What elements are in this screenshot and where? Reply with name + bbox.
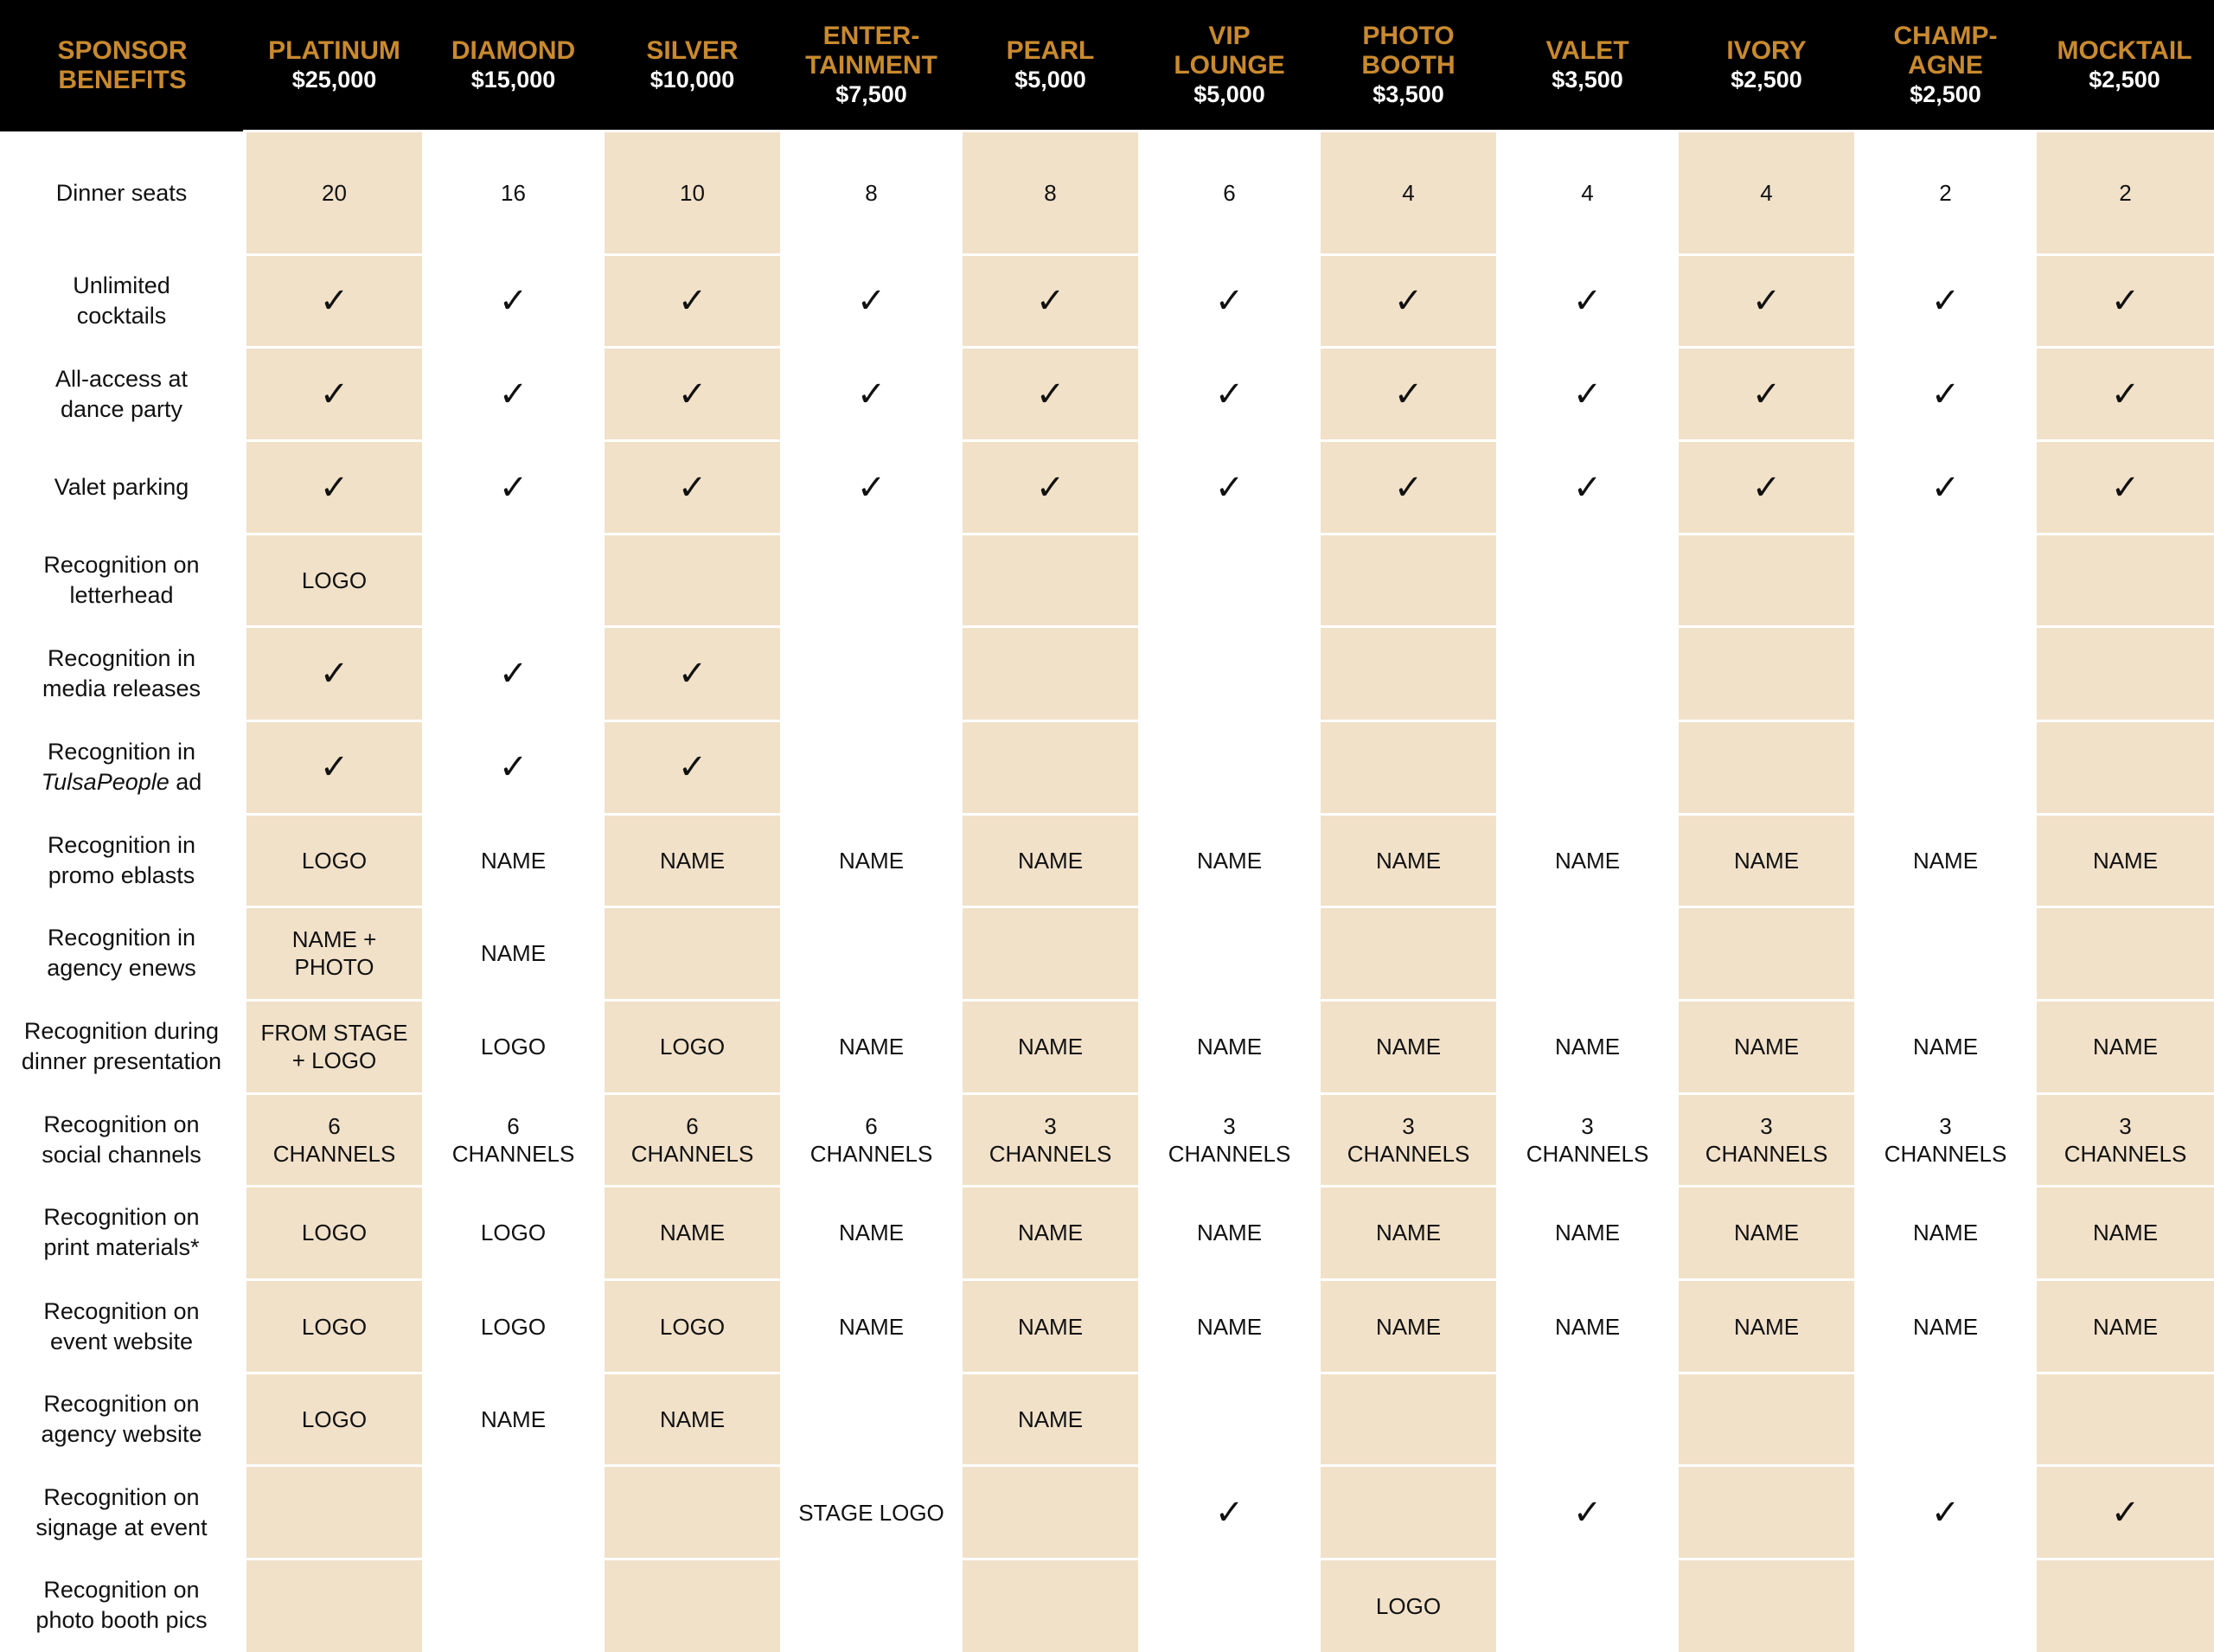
benefit-label: Recognition on letterhead [43,552,200,609]
benefit-cell [1140,1559,1319,1652]
checkmark-icon: ✓ [1498,255,1677,348]
benefit-cell [782,535,961,627]
tier-name: SILVER [646,35,739,65]
checkmark-icon: ✓ [2035,255,2214,348]
benefit-row [0,348,2214,441]
benefit-cell [603,1559,782,1652]
benefit-cell: 6 CHANNELS [603,1093,782,1186]
benefit-cell [603,1466,782,1559]
checkmark-icon: ✓ [245,348,424,441]
benefit-row [0,814,2214,906]
benefit-row [0,1466,2214,1559]
checkmark-icon: ✓ [1677,348,1856,441]
benefit-label: Recognition on agency website [41,1391,202,1448]
benefit-cell [2035,720,2214,814]
benefit-label: Valet parking [54,474,189,501]
benefit-cell: NAME [782,1279,961,1373]
benefit-cell [1856,720,2035,814]
tier-price: $25,000 [291,66,377,93]
checkmark-icon: ✓ [1856,1466,2035,1559]
tier-name: DIAMOND [451,35,576,65]
checkmark-icon: ✓ [603,348,782,441]
benefit-row [0,1279,2214,1373]
benefit-cell: NAME [1319,1186,1498,1279]
benefit-label: Recognition on photo booth pics [35,1577,208,1634]
checkmark-icon: ✓ [1140,348,1319,441]
checkmark-icon: ✓ [603,255,782,348]
benefit-cell: 2 [2035,131,2214,255]
tier-price: $5,000 [1014,66,1086,93]
table-body [0,131,2214,1652]
benefit-cell: NAME [961,1373,1140,1466]
benefit-cell: LOGO [424,1279,603,1373]
checkmark-icon: ✓ [1856,255,2035,348]
checkmark-icon: ✓ [1498,1466,1677,1559]
checkmark-icon: ✓ [782,348,961,441]
benefit-cell [2035,1373,2214,1466]
checkmark-icon: ✓ [1140,441,1319,535]
tier-header-2 [603,0,782,131]
benefit-cell [1677,1559,1856,1652]
benefit-cell [1498,906,1677,1000]
benefit-cell [603,906,782,1000]
checkmark-icon: ✓ [603,720,782,814]
benefit-cell: NAME [961,1186,1140,1279]
benefit-cell [961,535,1140,627]
tier-price: $2,500 [1731,66,1802,93]
benefit-cell [1498,1559,1677,1652]
tier-price: $2,500 [1910,80,1981,107]
benefit-cell [2035,906,2214,1000]
benefit-cell [245,1466,424,1559]
benefit-cell: 6 [1140,131,1319,255]
benefit-cell: FROM STAGE + LOGO [245,1000,424,1093]
benefit-label-tail: ad [169,769,202,796]
benefit-cell: 3 CHANNELS [1140,1093,1319,1186]
tier-price: $2,500 [2089,66,2160,93]
checkmark-icon: ✓ [1498,348,1677,441]
checkmark-icon: ✓ [245,720,424,814]
benefit-cell: NAME [1140,814,1319,906]
benefit-cell [1856,627,2035,720]
tier-header-5 [1140,0,1319,131]
tier-name: ENTER- TAINMENT [805,21,937,80]
benefit-cell [961,720,1140,814]
checkmark-icon: ✓ [782,255,961,348]
benefit-cell: NAME [1498,1279,1677,1373]
benefit-cell: NAME [961,1279,1140,1373]
benefit-cell [1319,627,1498,720]
checkmark-icon: ✓ [603,627,782,720]
benefit-cell [1677,906,1856,1000]
checkmark-icon: ✓ [603,441,782,535]
header-row [0,0,2214,131]
benefit-cell [961,906,1140,1000]
benefit-cell: NAME [1140,1279,1319,1373]
benefit-label: Dinner seats [55,179,188,206]
benefit-row [0,131,2214,255]
checkmark-icon: ✓ [782,441,961,535]
checkmark-icon: ✓ [1677,255,1856,348]
benefit-cell: NAME [1498,1186,1677,1279]
benefit-cell: NAME [424,906,603,1000]
benefit-row [0,1559,2214,1652]
benefit-cell: NAME [1677,814,1856,906]
benefit-row [0,441,2214,535]
benefit-cell [1677,1466,1856,1559]
benefit-label: Recognition on event website [43,1297,200,1354]
checkmark-icon: ✓ [1140,1466,1319,1559]
benefit-cell: 6 CHANNELS [782,1093,961,1186]
benefit-cell: 4 [1319,131,1498,255]
checkmark-icon: ✓ [424,255,603,348]
benefit-cell [1856,535,2035,627]
tier-price: $3,500 [1373,80,1444,107]
benefit-cell [1677,535,1856,627]
benefit-cell: 2 [1856,131,2035,255]
benefit-cell: LOGO [1319,1559,1498,1652]
tier-header-6 [1319,0,1498,131]
benefit-cell: NAME [782,814,961,906]
benefit-cell [782,720,961,814]
tier-header-7 [1498,0,1677,131]
sponsor-benefits-heading [0,0,245,131]
benefit-row [0,255,2214,348]
benefit-cell [2035,535,2214,627]
tier-price: $10,000 [649,66,735,93]
checkmark-icon: ✓ [245,627,424,720]
benefit-cell: 20 [245,131,424,255]
benefit-cell [1677,627,1856,720]
benefit-cell: NAME [1856,1000,2035,1093]
benefit-cell: LOGO [245,535,424,627]
checkmark-icon: ✓ [1677,441,1856,535]
benefit-cell: 8 [782,131,961,255]
benefit-cell [1319,1373,1498,1466]
tier-price: $5,000 [1193,80,1265,107]
benefit-cell: NAME [1319,1279,1498,1373]
benefit-cell: NAME [961,814,1140,906]
benefit-cell: 4 [1498,131,1677,255]
tier-header-10 [2035,0,2214,131]
benefit-row [0,535,2214,627]
benefit-cell: STAGE LOGO [782,1466,961,1559]
benefit-label: Recognition in agency enews [47,925,196,982]
benefit-cell [1498,1373,1677,1466]
benefit-row [0,906,2214,1000]
benefit-cell: 4 [1677,131,1856,255]
benefit-cell [1319,720,1498,814]
benefit-label: All-access at dance party [54,365,189,422]
benefit-row [0,627,2214,720]
benefit-cell: LOGO [245,1373,424,1466]
benefit-row [0,1000,2214,1093]
checkmark-icon: ✓ [961,348,1140,441]
tier-name: VALET [1545,35,1629,65]
benefit-cell: NAME [2035,1000,2214,1093]
benefit-cell [1319,1466,1498,1559]
benefit-cell [782,1559,961,1652]
benefit-cell [1140,906,1319,1000]
benefit-cell [1856,1373,2035,1466]
benefit-cell: 8 [961,131,1140,255]
benefit-cell [1319,535,1498,627]
benefit-label: Recognition on print materials* [43,1204,200,1261]
benefit-cell: NAME [1498,814,1677,906]
benefit-cell: 3 CHANNELS [2035,1093,2214,1186]
benefit-label: Recognition on social channels [42,1111,202,1168]
benefit-cell: NAME [1856,814,2035,906]
benefit-label: Recognition on signage at event [35,1483,208,1540]
benefit-cell: LOGO [603,1000,782,1093]
benefit-cell [2035,1559,2214,1652]
checkmark-icon: ✓ [245,255,424,348]
checkmark-icon: ✓ [2035,441,2214,535]
benefit-cell: 3 CHANNELS [1319,1093,1498,1186]
tier-header-4 [961,0,1140,131]
benefit-cell [1856,1559,2035,1652]
benefit-row [0,720,2214,814]
benefit-cell [1319,906,1498,1000]
benefit-cell [1140,720,1319,814]
benefit-cell [1498,720,1677,814]
benefit-cell [782,627,961,720]
tier-name: CHAMP- AGNE [1893,21,1998,80]
checkmark-icon: ✓ [245,441,424,535]
benefit-cell: 3 CHANNELS [961,1093,1140,1186]
checkmark-icon: ✓ [961,255,1140,348]
tier-name: MOCKTAIL [2057,35,2192,65]
checkmark-icon: ✓ [961,441,1140,535]
benefit-cell: 6 CHANNELS [424,1093,603,1186]
tier-name: IVORY [1726,35,1807,65]
benefit-label: Recognition in media releases [42,644,202,701]
tier-name: VIP LOUNGE [1174,21,1285,80]
benefit-cell [1677,1373,1856,1466]
tier-header-0 [245,0,424,131]
benefit-cell: NAME [1140,1000,1319,1093]
benefit-cell [782,906,961,1000]
benefit-label: SPONSOR BENEFITS [57,35,188,94]
tier-header-1 [424,0,603,131]
tier-header-8 [1677,0,1856,131]
tier-header-9 [1856,0,2035,131]
benefit-cell: NAME [424,1373,603,1466]
benefit-cell: 10 [603,131,782,255]
checkmark-icon: ✓ [1856,441,2035,535]
benefit-cell: 6 CHANNELS [245,1093,424,1186]
benefit-row [0,1373,2214,1466]
tier-price: $3,500 [1552,66,1623,93]
benefit-cell [1140,535,1319,627]
checkmark-icon: ✓ [1319,441,1498,535]
benefit-cell [424,1559,603,1652]
benefit-cell: NAME [2035,814,2214,906]
benefit-cell: NAME [603,1186,782,1279]
benefit-cell: NAME [424,814,603,906]
benefit-label: Unlimited cocktails [73,272,170,330]
benefit-cell [1140,627,1319,720]
benefit-cell: 3 CHANNELS [1677,1093,1856,1186]
checkmark-icon: ✓ [1140,255,1319,348]
benefit-cell: LOGO [245,814,424,906]
benefit-cell [245,1559,424,1652]
benefit-cell: NAME [782,1000,961,1093]
benefit-cell: NAME [2035,1186,2214,1279]
checkmark-icon: ✓ [424,627,603,720]
checkmark-icon: ✓ [424,348,603,441]
tier-name: PLATINUM [268,35,400,65]
benefit-cell [1140,1373,1319,1466]
checkmark-icon: ✓ [1319,348,1498,441]
tier-header-3 [782,0,961,131]
benefit-cell [2035,627,2214,720]
benefit-cell: LOGO [245,1186,424,1279]
benefit-label: Recognition during dinner presentation [21,1018,222,1075]
benefit-cell: NAME [961,1000,1140,1093]
benefit-cell [1677,720,1856,814]
benefit-cell [961,1559,1140,1652]
benefit-cell [424,535,603,627]
checkmark-icon: ✓ [424,720,603,814]
tier-price: $15,000 [470,66,556,93]
benefit-cell: NAME [1140,1186,1319,1279]
checkmark-icon: ✓ [2035,348,2214,441]
benefit-cell: 16 [424,131,603,255]
benefit-cell: NAME [1319,814,1498,906]
benefit-cell: LOGO [245,1279,424,1373]
benefit-cell [424,1466,603,1559]
benefit-cell: LOGO [424,1000,603,1093]
benefit-cell: NAME [1498,1000,1677,1093]
benefit-cell [782,1373,961,1466]
tier-price: $7,500 [835,80,907,107]
benefit-label-italic: TulsaPeople [41,769,170,796]
benefit-label-line: Recognition in [47,739,196,765]
benefit-cell [961,1466,1140,1559]
benefit-cell: LOGO [424,1186,603,1279]
benefit-cell: NAME [1677,1000,1856,1093]
benefit-row [0,1093,2214,1186]
benefit-cell [1498,535,1677,627]
benefit-cell: NAME [1677,1186,1856,1279]
benefit-cell: NAME [1856,1279,2035,1373]
benefit-cell: LOGO [603,1279,782,1373]
benefit-cell [961,627,1140,720]
benefit-cell: 3 CHANNELS [1856,1093,2035,1186]
benefit-cell: NAME [1677,1279,1856,1373]
checkmark-icon: ✓ [1498,441,1677,535]
benefit-cell: NAME [2035,1279,2214,1373]
benefit-cell: NAME [1856,1186,2035,1279]
benefit-cell: NAME [603,1373,782,1466]
checkmark-icon: ✓ [2035,1466,2214,1559]
benefit-label: Recognition in promo eblasts [47,831,196,888]
benefit-cell: NAME [782,1186,961,1279]
checkmark-icon: ✓ [1856,348,2035,441]
checkmark-icon: ✓ [424,441,603,535]
benefit-cell [1856,906,2035,1000]
benefit-cell [603,535,782,627]
benefit-cell: NAME + PHOTO [245,906,424,1000]
tier-name: PEARL [1006,35,1095,65]
benefit-label [0,720,245,814]
benefit-cell [1498,627,1677,720]
benefit-row [0,1186,2214,1279]
benefit-cell: 3 CHANNELS [1498,1093,1677,1186]
benefit-cell: NAME [1319,1000,1498,1093]
checkmark-icon: ✓ [1319,255,1498,348]
benefit-cell: NAME [603,814,782,906]
tier-name: PHOTO BOOTH [1361,21,1456,80]
